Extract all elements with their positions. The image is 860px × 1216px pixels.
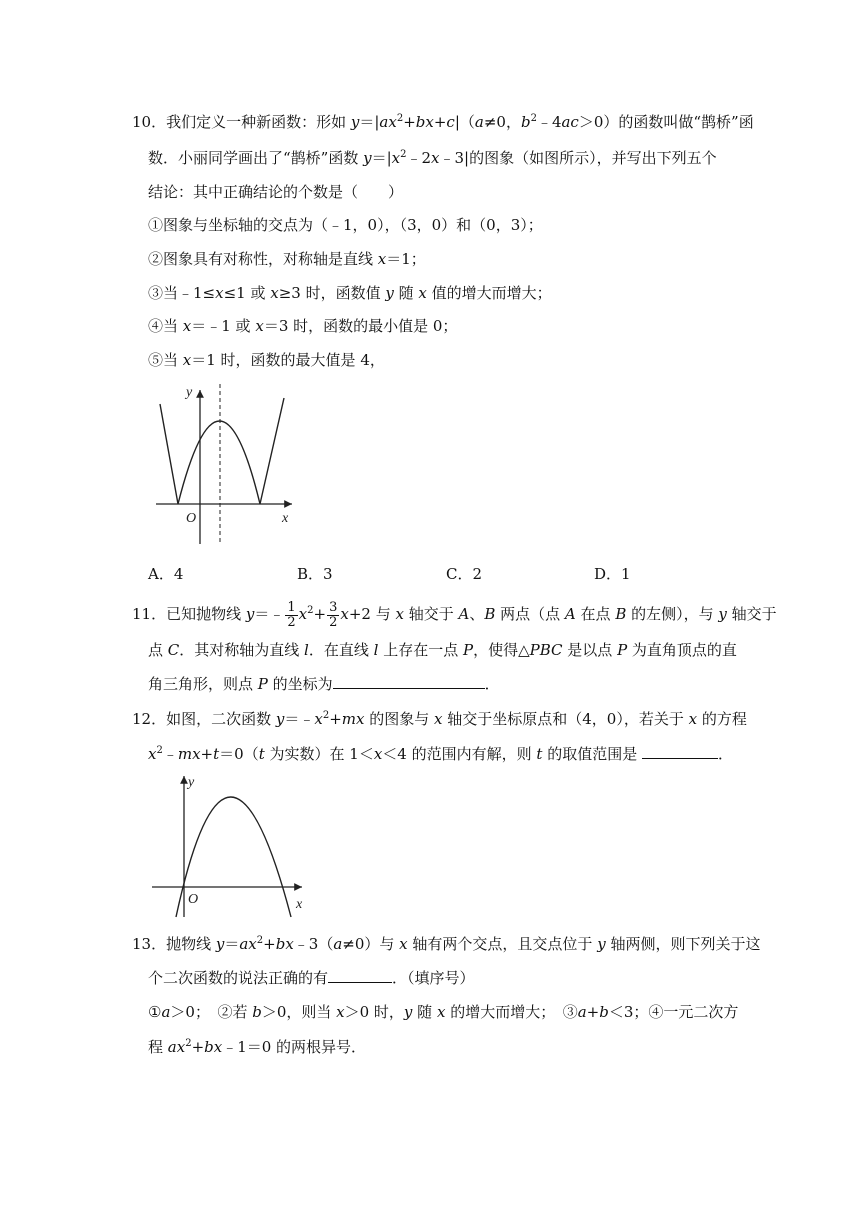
- option-a: A．4: [148, 565, 184, 583]
- option-c: C．2: [446, 565, 483, 583]
- answer-blank[interactable]: [328, 968, 392, 983]
- option-d: D．1: [594, 565, 631, 583]
- fraction-three-halves: $\frac{3}{2}$: [329, 599, 338, 630]
- option-b: B．3: [297, 565, 333, 583]
- answer-blank[interactable]: [642, 744, 718, 759]
- q11-line-3: 角三角形，则点 P 的坐标为 ．: [148, 675, 500, 693]
- y-label: y: [186, 385, 193, 400]
- q10-graph: [148, 378, 308, 553]
- origin-label: O: [188, 892, 199, 907]
- q13-line-4: 程 $ax^2+bx﹣1=0$ 的两根异号．: [148, 1038, 367, 1056]
- q11-line-2: 点 C．其对称轴为直线 l．在直线 l 上存在一点 P，使得△PBC 是以点 P 为直角顶点的直: [148, 641, 737, 659]
- q13-line-1: 13．抛物线 $y=ax^2+bx﹣3(a\ne 0)$与 x 轴有两个交点，且交点位于 y 轴两侧，则下列关于这: [132, 935, 761, 953]
- q10-line-1: 10．我们定义一种新函数：形如 $y=|ax^2+bx+c|(a\ne 0$，$b^2﹣4ac>0$）的函数叫做“鹊桥”函: [132, 113, 754, 131]
- q12-graph: [150, 772, 315, 920]
- q10-statement-5: ⑤当 x＝1 时，函数的最大值是 4，: [148, 351, 385, 369]
- q10-statement-2: ②图象具有对称性，对称轴是直线 x＝1；: [148, 250, 426, 268]
- q10-statement-3: ③当﹣1≤x≤1 或 x≥3 时，函数值 y 随 x 值的增大而增大；: [148, 284, 552, 302]
- q10-line-2: 数．小丽同学画出了“鹊桥”函数 $y=|x^2﹣2x﹣3|$的图象（如图所示），并写出下列五个: [148, 149, 717, 167]
- answer-blank[interactable]: [333, 674, 485, 689]
- q13-line-2: 个二次函数的说法正确的有 ．（填序号）: [148, 969, 475, 987]
- q10-statement-1: ①图象与坐标轴的交点为（﹣1，0），（3，0）和（0，3）；: [148, 216, 543, 234]
- fraction-one-half: $\frac{1}{2}$: [287, 599, 296, 630]
- y-label: y: [188, 775, 195, 790]
- q13-line-3: ①a＞0； ②若 b＞0，则当 x＞0 时，y 随 x 的增大而增大； ③a+b＜3；④一元二次方: [148, 1003, 739, 1021]
- q12-line-1: 12．如图，二次函数 $y=﹣x^2+mx$ 的图象与 x 轴交于坐标原点和（4，0），若关于 x 的方程: [132, 710, 747, 728]
- q10-line-3: 结论：其中正确结论的个数是（ ）: [148, 183, 404, 201]
- x-label: x: [296, 897, 303, 912]
- graph-curve: [160, 398, 284, 504]
- q12-line-2: $x^2﹣mx+t=0(t$ 为实数）在 1＜x＜4 的范围内有解，则 t 的取值范围是 ．: [148, 745, 733, 763]
- q10-statement-4: ④当 x＝﹣1 或 x＝3 时，函数的最小值是 0；: [148, 317, 458, 335]
- x-label: x: [282, 511, 289, 526]
- origin-label: O: [186, 511, 197, 526]
- q11-line-1: 11．已知抛物线 y＝﹣ $\frac{1}{2}$ $x^2+$ $\frac{3}{2}$ x+2 与 x 轴交于 A、B 两点（点 A 在点 B 的左侧），与 y 轴交于: [132, 599, 777, 630]
